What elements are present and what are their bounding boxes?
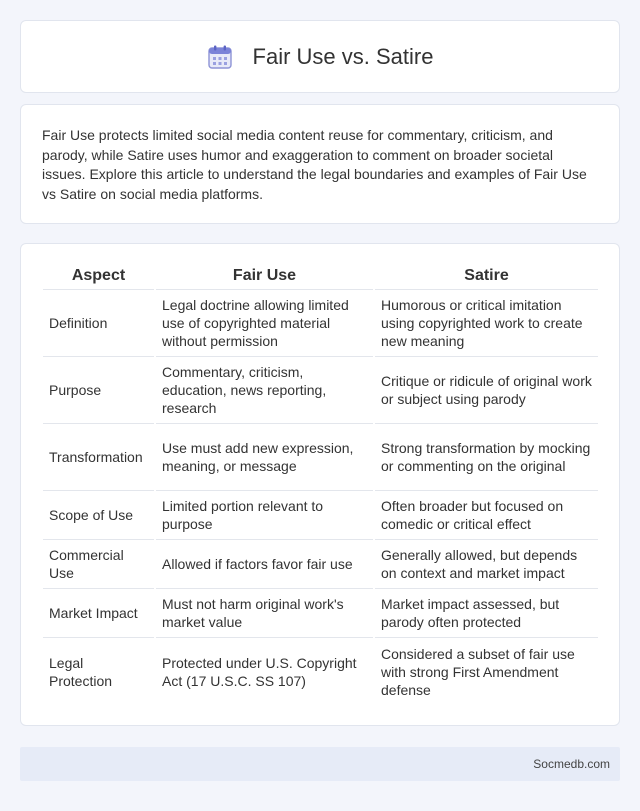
table-row	[43, 491, 598, 540]
row-satire: Strong transformation by mocking or commenting on the original	[375, 424, 598, 491]
page-title: Fair Use vs. Satire	[252, 43, 434, 69]
comparison-card	[20, 243, 620, 726]
row-fair-use: Allowed if factors favor fair use	[156, 540, 373, 589]
row-satire: Critique or ridicule of original work or subject using parody	[375, 357, 598, 424]
intro-card	[20, 104, 620, 224]
row-aspect: Market Impact	[43, 589, 154, 638]
row-fair-use: Protected under U.S. Copyright Act (17 U.S.C. SS 107)	[162, 654, 357, 689]
table-row	[43, 638, 598, 705]
row-satire: Market impact assessed, but parody often protected	[375, 589, 598, 638]
title-row	[207, 44, 434, 70]
header-aspect: Aspect	[43, 263, 154, 290]
table-row	[43, 290, 598, 357]
table-row	[43, 589, 598, 638]
row-aspect: Transformation	[43, 424, 154, 491]
row-aspect: Purpose	[43, 357, 154, 424]
row-fair-use: Must not harm original work's market value	[156, 589, 373, 638]
table-row	[43, 357, 598, 424]
row-fair-use: Limited portion relevant to purpose	[156, 491, 373, 540]
header-satire: Satire	[375, 263, 598, 290]
row-aspect: Legal Protection	[49, 654, 113, 689]
header-fair-use: Fair Use	[156, 263, 373, 290]
row-aspect: Commercial Use	[43, 540, 154, 589]
row-satire: Often broader but focused on comedic or critical effect	[375, 491, 598, 540]
row-satire: Generally allowed, but depends on context and market impact	[375, 540, 598, 589]
table-header-row	[43, 263, 598, 290]
row-satire: Considered a subset of fair use with strong First Amendment defense	[381, 645, 575, 698]
row-fair-use: Use must add new expression, meaning, or message	[156, 424, 373, 491]
comparison-table	[41, 263, 600, 705]
calendar-icon	[207, 44, 233, 70]
table-row	[43, 424, 598, 491]
footer-bar	[20, 747, 620, 781]
footer-site-link[interactable]: Socmedb.com	[533, 757, 610, 771]
row-satire: Humorous or critical imitation using copyrighted work to create new meaning	[375, 290, 598, 357]
row-fair-use: Commentary, criticism, education, news reporting, research	[156, 357, 373, 424]
row-fair-use: Legal doctrine allowing limited use of copyrighted material without permission	[156, 290, 373, 357]
title-card	[20, 20, 620, 93]
row-aspect: Definition	[43, 290, 154, 357]
row-aspect: Scope of Use	[43, 491, 154, 540]
table-row	[43, 540, 598, 589]
intro-paragraph: Fair Use protects limited social media content reuse for commentary, criticism, and parody, while Satire uses humor and exaggeration to comment on broader societal issues. Explore this article to understand the legal boundaries and examples of Fair Use vs Satire on social media platforms.	[42, 127, 587, 202]
